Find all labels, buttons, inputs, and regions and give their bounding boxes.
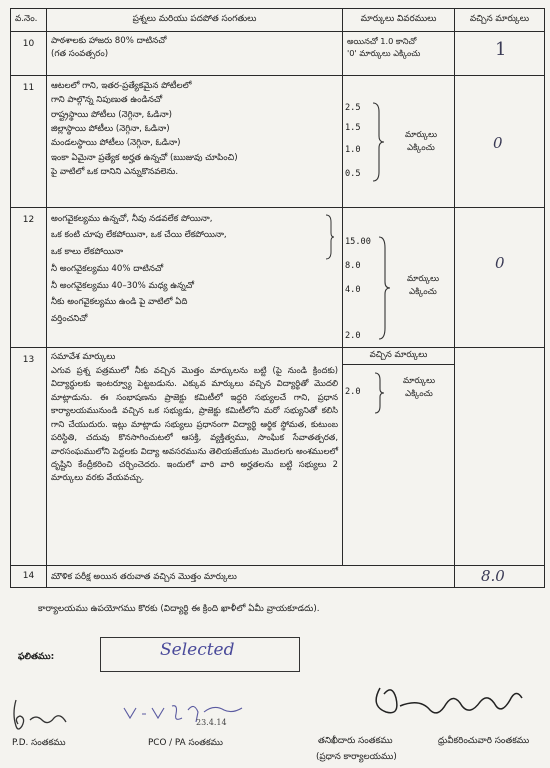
row-12-description-brace (325, 214, 335, 260)
header-description: ప్రశ్నలు మరియు పదపోత సంగతులు (47, 9, 343, 32)
row-14-description: మౌళిక పరీక్ష అయిన తరువాత వచ్చిన మొత్తం మార్కులు (47, 565, 455, 587)
inspector-signature-sublabel: (ప్రధాన కార్యాలయము) (316, 752, 397, 762)
row-14-obtained: 8.0 (481, 566, 505, 585)
row-11-brace-label: మార్కులు ఎక్కించు (404, 128, 438, 152)
table-row-13 (11, 347, 545, 565)
row-13-detail (343, 347, 455, 565)
inspector-signature (350, 676, 530, 726)
row-10-line-1: పాఠశాలకు హాజరు 80% దాటినచో (51, 35, 167, 46)
row-10-obtained: 1 (495, 38, 507, 60)
row-11-obtained: 0 (493, 133, 503, 152)
row-11-line-1: ఆటలలో గాని, ఇతర-ప్రత్యేకమైన పోటీలలో (51, 80, 192, 91)
marks-table (10, 8, 545, 588)
table-header-row (11, 9, 545, 32)
row-10-number: 10 (11, 31, 47, 75)
row-12-value-4: 2.0 (345, 330, 361, 341)
row-13-title: సమావేశ మార్కులు (51, 351, 116, 362)
result-value: Selected (160, 640, 235, 660)
row-10-detail-line-2: '0' మార్కులు ఎక్కించు (347, 48, 421, 59)
row-13-brace-label: మార్కులు ఎక్కించు (402, 374, 436, 398)
table-row-10 (11, 31, 545, 75)
row-13-number: 13 (11, 347, 47, 565)
row-14-obtained-cell (455, 565, 545, 587)
row-12-value-3: 4.0 (345, 284, 361, 295)
office-use-note: కార్యాలయము ఉపయోగము కొరకు (విద్యార్థి ఈ క్రింది ఖాళీలో ఏమీ వ్రాయకూడదు). (38, 604, 320, 614)
result-label: ఫలితము: (18, 652, 55, 662)
pd-signature-label: P.D. సంతకము (12, 738, 66, 748)
row-11-detail (343, 75, 455, 207)
row-12-obtained-cell (455, 207, 545, 347)
row-11-brace (371, 102, 385, 182)
row-12-brace-label: మార్కులు ఎక్కించు (406, 272, 440, 296)
row-11-description (47, 75, 343, 207)
row-13-paragraph: ఎగువ ప్రశ్న పత్రములో నీకు వచ్చిన మొత్తం మార్కులను బట్టి (పై నుండి క్రిందకు) విద్యార్థులకు ఇంటర్వ్యూ పెట్టబడును. ఎక్కువ మార్కులు వచ్చిన విద్యార్థితో మొదలి మాట్లాడును. ఈ సంభాషణను ప్రాజెక్టు కమిటీలో ఇద్దరి సభ్యులచే గాని, ప్రధాన కార్యాలయమునుండి వచ్చిన ఒక సభ్యుడు, ప్రాజెక్టు కమిటీలోని మరో సభ్యునితో కలిసి గాని చేయుదురు. ఇట్లు మాట్లాడు సభ్యులు ప్రధానంగా విద్యార్థి ఆర్థిక స్థోమత, కుటుంబ పరిస్థితి, చదువు కొనసాగించుటలో ఆసక్తి, వ్యక్తిత్వము, సాంఘిక సేవాతత్పరత, వారసంఘములోని పెద్దలకు విద్యా అవసరమును తెలియజేయుట మొదలగు అంశములలో దృష్టిని కేంద్రీకరించి చర్చించెదరు. ఇందులో వారి వారి అర్హతలను బట్టి సభ్యులు 2 మార్కులు వరకు వేయవచ్చు. (51, 364, 338, 483)
row-12-line-7: వర్తించనిచో (51, 314, 88, 325)
row-12-description (47, 207, 343, 347)
header-serial-no: వ.నెం. (11, 9, 47, 32)
row-12-line-1: అంగవైకల్యము ఉన్నచో, నీవు నడవలేక పోయినా, (51, 213, 213, 224)
row-11-line-3: రాష్ట్రస్థాయి పోటీలు (నెగ్గినా, ఓడినా) (51, 109, 172, 120)
row-11-line-7: పై వాటిలో ఒక దానిని ఎన్నుకొనవలెను. (51, 167, 179, 178)
row-11-line-6: ఇంకా ఏమైనా ప్రత్యేక అర్హత ఉన్నచో (ఋజువు చూపించి) (51, 152, 238, 163)
pco-signature-date: 23.4.14 (196, 718, 227, 727)
row-12-line-6: నీకు అంగవైకల్యము ఉండి పై వాటిలో ఏది (51, 297, 188, 308)
row-11-value-3: 1.0 (345, 144, 361, 155)
header-marks-detail: మార్కులు వివరములు (343, 9, 455, 32)
row-10-line-2: (గత సంవత్సరం) (51, 48, 109, 59)
row-12-brace (377, 236, 391, 340)
table-row-12 (11, 207, 545, 347)
row-11-value-2: 1.5 (345, 122, 361, 133)
pco-signature (122, 700, 262, 730)
pco-signature-label: PCO / PA సంతకము (148, 738, 223, 748)
row-11-line-5: మండలస్థాయి పోటీలు (నెగ్గినా, ఓడినా) (51, 138, 181, 149)
row-11-obtained-cell (455, 75, 545, 207)
row-13-value: 2.0 (345, 386, 361, 397)
table-row-14 (11, 565, 545, 587)
inspector-signature-label: తనిఖీదారు సంతకము (318, 736, 393, 746)
row-13-description (47, 347, 343, 565)
row-11-line-4: జిల్లాస్థాయి పోటీలు (నెగ్గినా, ఓడినా) (51, 123, 170, 134)
row-10-detail-line-1: అయినచో 1.0 కానిచో (347, 35, 417, 46)
row-13-brace (373, 372, 385, 414)
header-marks-obtained: వచ్చిన మార్కులు (455, 9, 545, 32)
row-11-number: 11 (11, 75, 47, 207)
row-12-line-4: నీ అంగవైకల్యము 40% దాటినచో (51, 263, 164, 274)
row-11-value-1: 2.5 (345, 102, 361, 113)
row-14-number: 14 (11, 565, 47, 587)
certifier-signature-label: ధ్రువీకరించువారి సంతకము (438, 736, 530, 746)
row-12-obtained: 0 (495, 253, 505, 272)
row-11-line-2: గాని పాల్గొన్న నిపుణుత ఉండినచో (51, 95, 163, 106)
row-12-value-1: 15.00 (345, 236, 371, 247)
row-12-line-5: నీ అంగవైకల్యము 40–30% మధ్య ఉన్నచో (51, 280, 194, 291)
pd-signature (4, 696, 84, 736)
row-11-value-4: 0.5 (345, 168, 361, 179)
row-12-detail (343, 207, 455, 347)
table-row-11 (11, 75, 545, 207)
row-13-subheading: వచ్చిన మార్కులు (343, 348, 454, 365)
row-12-value-2: 8.0 (345, 260, 361, 271)
row-12-line-3: ఒక కాలు లేకపోయినా (51, 247, 124, 258)
row-10-obtained-cell (455, 31, 545, 75)
row-10-description (47, 31, 343, 75)
row-13-obtained-cell (455, 347, 545, 565)
row-10-detail (343, 31, 455, 75)
row-12-line-2: ఒక కంటి చూపు లేకపోయినా, ఒక చేయి లేకపోయినా, (51, 230, 227, 241)
row-12-number: 12 (11, 207, 47, 347)
